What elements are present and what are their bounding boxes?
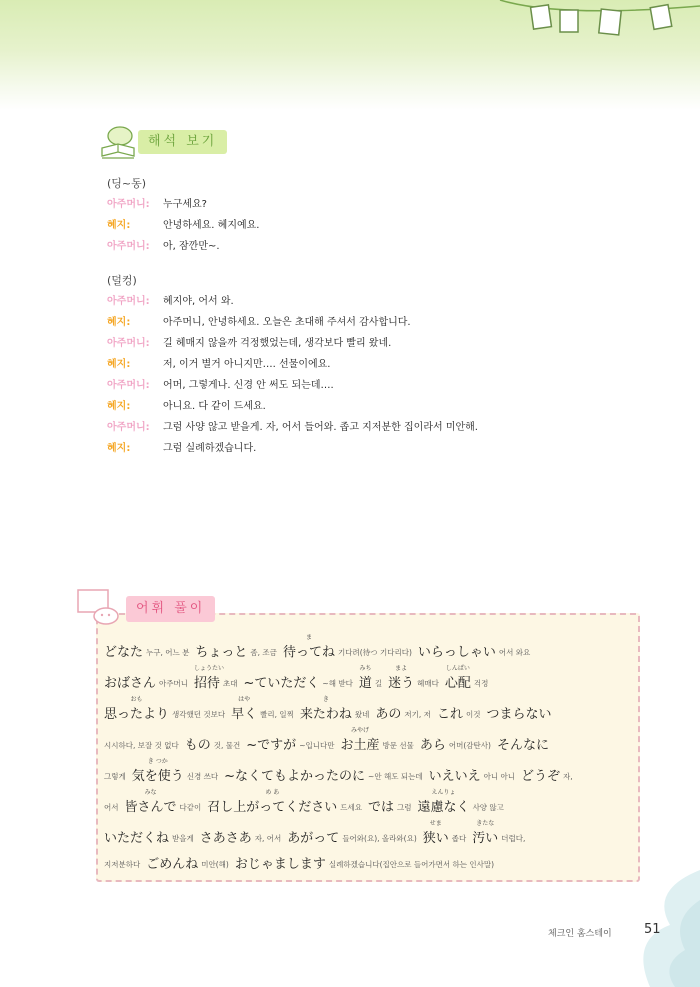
vocab-meaning: 미안(해) bbox=[201, 860, 229, 869]
cat-frame-icon bbox=[74, 586, 130, 632]
vocab-word: では bbox=[368, 800, 395, 815]
dialogue bbox=[107, 174, 667, 459]
vocab-word: おも 思ったより bbox=[104, 696, 170, 722]
dialogue-text: 그럼 실례하겠습니다. bbox=[163, 443, 257, 454]
dialogue-text: 안녕하세요. 혜지예요. bbox=[163, 220, 260, 231]
vocab-word: そんなに bbox=[496, 738, 549, 753]
dialogue-text: 저, 이거 별거 아니지만…. 선물이에요. bbox=[163, 359, 331, 370]
scene-direction: (딩~동) bbox=[107, 177, 147, 190]
scene-direction: (덜컹) bbox=[107, 274, 137, 287]
furigana: しんぱい bbox=[445, 665, 470, 672]
vocab-word: あら bbox=[419, 738, 446, 753]
speaker-label: 혜지: bbox=[107, 359, 131, 370]
vocab-meaning: 헤매다 bbox=[417, 679, 439, 688]
vocab-meaning: 왔네 bbox=[354, 710, 370, 719]
vocab-meaning: 저기, 저 bbox=[404, 710, 431, 719]
vocab-row bbox=[104, 754, 634, 784]
dialogue-line bbox=[107, 215, 667, 236]
dialogue-line bbox=[107, 312, 667, 333]
vocab-meaning: 것, 물건 bbox=[213, 741, 241, 750]
vocab-meaning: 지저분하다 bbox=[104, 860, 141, 869]
vocab-meaning: 드세요 bbox=[340, 803, 363, 812]
vocab-word: みな 皆さんで bbox=[124, 789, 177, 815]
furigana: はや bbox=[238, 696, 251, 703]
vocab-word: えんりょ 遠慮なく bbox=[417, 789, 470, 815]
dialogue-text: 아주머니, 안녕하세요. 오늘은 초대해 주셔서 감사합니다. bbox=[163, 317, 411, 328]
dialogue-line bbox=[107, 396, 667, 417]
speaker-label: 아주머니: bbox=[107, 199, 150, 210]
vocab-meaning: 더럽다, bbox=[501, 834, 526, 843]
dialogue-line bbox=[107, 236, 667, 257]
vocab-word: いただくね bbox=[104, 831, 170, 846]
vocab-word: もの bbox=[184, 738, 211, 753]
furigana: ま bbox=[305, 634, 312, 641]
vocab-word: ちょっと bbox=[195, 645, 248, 660]
speaker-label: 아주머니: bbox=[107, 422, 150, 433]
vocab-header bbox=[74, 586, 234, 632]
vocab-meaning: 아니 아니 bbox=[483, 772, 515, 781]
vocab-meaning: 사양 않고 bbox=[472, 803, 504, 812]
furigana: め あ bbox=[265, 789, 280, 796]
vocab-meaning: 생각했던 것보다 bbox=[172, 710, 226, 719]
furigana: みち bbox=[359, 665, 372, 672]
vocab-word: みち 道 bbox=[358, 665, 372, 691]
vocab-meaning: 빨리, 일찍 bbox=[260, 710, 294, 719]
dialogue-text: 아니요. 다 같이 드세요. bbox=[163, 401, 266, 412]
furigana: みな bbox=[144, 789, 157, 796]
dialogue-line bbox=[107, 291, 667, 312]
translation-header bbox=[96, 122, 256, 162]
vocab-row bbox=[104, 785, 634, 815]
speaker-label: 아주머니: bbox=[107, 338, 150, 349]
dialogue-line bbox=[107, 417, 667, 438]
vocab-word: あの bbox=[375, 707, 402, 722]
dialogue-line bbox=[107, 354, 667, 375]
vocab-word: き つか 気を使う bbox=[131, 758, 184, 784]
vocab-word: め あ 召し上がってください bbox=[207, 789, 338, 815]
furigana: き つか bbox=[147, 758, 168, 765]
vocab-word: ごめんね bbox=[146, 857, 199, 872]
vocab-word: さあさあ bbox=[199, 831, 252, 846]
vocab-row bbox=[104, 692, 634, 722]
vocab-meaning: 시시하다, 보잘 것 없다 bbox=[104, 741, 179, 750]
dialogue-text: 아, 잠깐만~. bbox=[163, 241, 220, 252]
vocab-word: きたな 汚い bbox=[472, 820, 499, 846]
dialogue-text: 어머, 그렇게나. 신경 안 써도 되는데…. bbox=[163, 380, 334, 391]
vocab-word: これ bbox=[436, 707, 463, 722]
dialogue-line bbox=[107, 194, 667, 215]
dialogue-text: 그럼 사양 않고 받을게. 자, 어서 들어와. 좁고 지저분한 집이라서 미안해. bbox=[163, 422, 478, 433]
speaker-label: 혜지: bbox=[107, 401, 131, 412]
furigana: まよ bbox=[395, 665, 408, 672]
vocab-word: おばさん bbox=[104, 676, 157, 691]
vocab-word: みやげ お土産 bbox=[340, 727, 380, 753]
book-title: 체크인 홈스테이 bbox=[548, 929, 612, 939]
vocab-word: しんぱい 心配 bbox=[444, 665, 471, 691]
vocab-row bbox=[104, 842, 634, 872]
vocab-meaning: 들어와(요), 올라와(요) bbox=[342, 834, 417, 843]
vocab-word: はや 早く bbox=[231, 696, 258, 722]
dialogue-line bbox=[107, 375, 667, 396]
speaker-label: 혜지: bbox=[107, 317, 131, 328]
vocab-meaning: ~안 해도 되는데 bbox=[368, 772, 423, 781]
furigana: せま bbox=[429, 820, 442, 827]
dialogue-line bbox=[107, 333, 667, 354]
photo-string-decor bbox=[0, 0, 700, 60]
furigana: き bbox=[322, 696, 329, 703]
vocab-meaning: ~해 받다 bbox=[322, 679, 353, 688]
vocab-meaning: 어서 와요 bbox=[498, 648, 531, 657]
vocab-word: まよ 迷う bbox=[388, 665, 415, 691]
vocab-word: ~なくてもよかったのに bbox=[224, 769, 366, 784]
vocab-word: き 来たわね bbox=[299, 696, 352, 722]
vocab-meaning: 길 bbox=[374, 679, 383, 688]
book-reading-icon bbox=[96, 122, 140, 162]
vocab-meaning: 자, bbox=[562, 772, 573, 781]
speaker-label: 혜지: bbox=[107, 220, 131, 231]
vocab-word: ま 待ってね bbox=[282, 634, 335, 660]
vocab-meaning: 받을게 bbox=[172, 834, 194, 843]
furigana: えんりょ bbox=[431, 789, 456, 796]
vocab-meaning: ~입니다만 bbox=[299, 741, 335, 750]
furigana: しょうたい bbox=[194, 665, 225, 672]
vocab-row bbox=[104, 661, 634, 691]
speaker-label: 아주머니: bbox=[107, 241, 150, 252]
vocab-meaning: 신경 쓰다 bbox=[186, 772, 219, 781]
page-number: 51 bbox=[644, 922, 661, 937]
vocab-word: せま 狭い bbox=[422, 820, 449, 846]
vocab-word: しょうたい 招待 bbox=[194, 665, 225, 691]
translation-title: 해석 보기 bbox=[138, 130, 227, 154]
vocab-meaning: 방문 선물 bbox=[382, 741, 414, 750]
vocab-meaning: 그럼 bbox=[397, 803, 412, 812]
vocab-meaning: 좁다 bbox=[451, 834, 467, 843]
vocab-word: ~ていただく bbox=[243, 676, 320, 691]
vocab-meaning: 아주머니 bbox=[159, 679, 188, 688]
vocab-meaning: 어서 bbox=[104, 803, 119, 812]
speaker-label: 아주머니: bbox=[107, 380, 150, 391]
vocab-meaning: 걱정 bbox=[473, 679, 489, 688]
vocab-meaning: 초대 bbox=[223, 679, 238, 688]
furigana: きたな bbox=[476, 820, 495, 827]
vocab-row bbox=[104, 723, 634, 753]
vocab-meaning: 이것 bbox=[465, 710, 481, 719]
vocab-word: どうぞ bbox=[520, 769, 560, 784]
vocab-meaning: 어머(감탄사) bbox=[448, 741, 491, 750]
vocab-word: つまらない bbox=[486, 707, 552, 722]
dialogue-text: 길 헤매지 않을까 걱정했었는데, 생각보다 빨리 왔네. bbox=[163, 338, 392, 349]
dialogue-text: 혜지야, 어서 와. bbox=[163, 296, 234, 307]
furigana: みやげ bbox=[350, 727, 369, 734]
vocab-title: 어휘 풀이 bbox=[126, 596, 215, 622]
vocab-meaning: 실례하겠습니다(집안으로 들어가면서 하는 인사말) bbox=[328, 860, 495, 869]
vocab-word: どなた bbox=[104, 645, 144, 660]
vocab-meaning: 기다려(待つ 기다리다) bbox=[337, 648, 412, 657]
vocab-meaning: 그렇게 bbox=[104, 772, 126, 781]
vocab-word: あがって bbox=[287, 831, 340, 846]
vocab-word: ~ですが bbox=[246, 738, 297, 753]
vocab-word: いらっしゃい bbox=[417, 645, 496, 660]
speaker-label: 혜지: bbox=[107, 443, 131, 454]
vocab-row bbox=[104, 630, 634, 660]
dialogue-text: 누구세요? bbox=[163, 199, 207, 210]
speaker-label: 아주머니: bbox=[107, 296, 150, 307]
vocab-meaning: 좀, 조금 bbox=[250, 648, 277, 657]
vocab-meaning: 다같이 bbox=[179, 803, 202, 812]
vocab-word: いえいえ bbox=[428, 769, 481, 784]
dialogue-line bbox=[107, 438, 667, 459]
vocab-meaning: 자, 어서 bbox=[254, 834, 282, 843]
furigana: おも bbox=[130, 696, 143, 703]
vocab-word: おじゃまします bbox=[234, 857, 326, 872]
vocab-meaning: 누구, 어느 분 bbox=[146, 648, 190, 657]
